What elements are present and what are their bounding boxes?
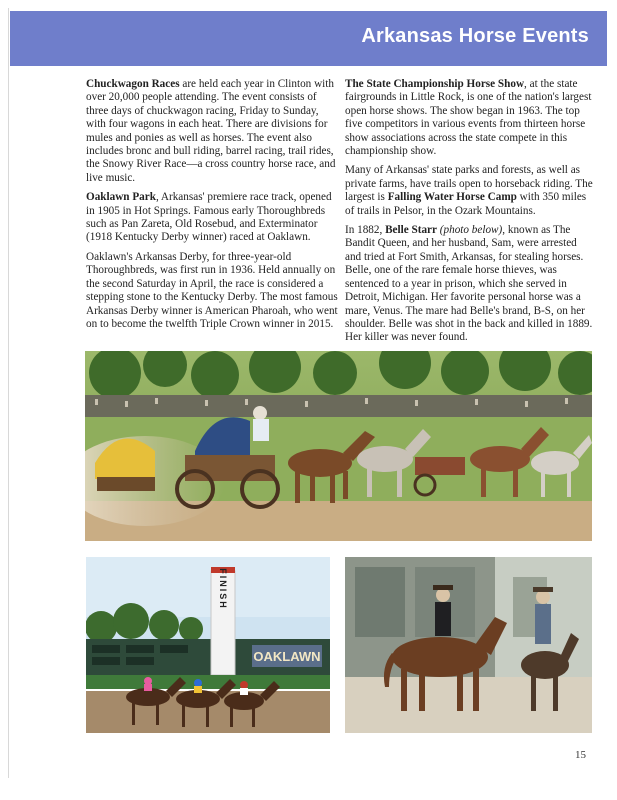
left-column — [86, 78, 338, 337]
chuckwagon-race-photo — [85, 351, 592, 541]
horse-show-paragraph — [345, 78, 595, 158]
page-title: Arkansas Horse Events — [361, 25, 589, 47]
belle-bold: Belle Starr — [385, 224, 437, 237]
horse-show-lead: The State Championship Horse Show — [345, 78, 525, 90]
belle-starr-photo — [345, 557, 592, 733]
chuckwagon-lead: Chuckwagon Races — [86, 78, 180, 90]
chuckwagon-race-illustration — [85, 351, 592, 541]
belle-text-b: , known as The Bandit Queen, and her husband, Sam, were arrested and tried at Fort Smith, Arkansas, for stealing horses. Belle, one of the rare female horse thieves, was sentenced to a year in prison, which she served in Detroit, Michigan. Her favorite personal horse was a mare, Venus. The mare had Belle's brand, B-S, on her shoulder. Belle was shot in the back and killed in 1889. Her killer was never found. — [345, 224, 593, 344]
belle-italic: (photo below) — [436, 224, 503, 237]
tote-board-sign: OAKLAWN — [253, 649, 321, 664]
derby-paragraph — [86, 251, 338, 331]
oaklawn-finish-illustration — [86, 557, 330, 733]
trails-text-b: with 350 miles of trails in Pelsor, in the Ozark Mountains. — [345, 191, 587, 217]
chuckwagon-text: are held each year in Clinton with over 20,000 people attending. The event consists of three days of chuckwagon racing, Friday to Sunday, with four wagons in each heat. There are divisions for mules and ponies as well as horses. The event also includes bronc and bull riding, barrel racing, trail rides, the Snowy River Race—a cross country horse race, and live music. — [86, 78, 336, 184]
derby-text: Oaklawn's Arkansas Derby, for three-year-old Thoroughbreds, was first run in 1936. Held annually on the second Saturday in April, the race is considered a stepping stone to the Kentucky Derby. The most famous Arkansas Derby winner is American Pharoah, who went on to become the twelfth Triple Crown winner in 2015. — [86, 250, 338, 330]
trails-paragraph — [345, 164, 595, 218]
belle-starr-paragraph — [345, 224, 595, 345]
right-column — [345, 78, 595, 351]
trails-bold: Falling Water Horse Camp — [387, 191, 517, 204]
belle-starr-illustration — [345, 557, 592, 733]
finish-post-label: FINISH — [218, 568, 228, 610]
page-edge — [8, 8, 9, 778]
oaklawn-lead: Oaklawn Park — [86, 191, 156, 204]
page-number: 15 — [575, 749, 586, 761]
header-band — [10, 11, 607, 66]
chuckwagon-paragraph — [86, 78, 338, 185]
trails-text-a: Many of Arkansas' state parks and forests, as well as private farms, have trails open to horseback riding. The largest is — [345, 164, 593, 204]
oaklawn-paragraph — [86, 191, 338, 245]
belle-text-a: In 1882, — [345, 224, 386, 237]
oaklawn-finish-photo — [86, 557, 330, 733]
oaklawn-text: , Arkansas' premiere race track, opened in 1905 in Hot Springs. Famous early Thoroughbreds such as Pan Zareta, Old Rosebud, and Exterminator (1918 Kentucky Derby winner) raced at Oaklawn. — [86, 191, 332, 244]
horse-show-text: , at the state fairgrounds in Little Rock, is one of the nation's largest open horse shows. The show began in 1963. The top five competitors in various events from thirteen horse show associations across the state compete in this championship show. — [345, 78, 592, 158]
